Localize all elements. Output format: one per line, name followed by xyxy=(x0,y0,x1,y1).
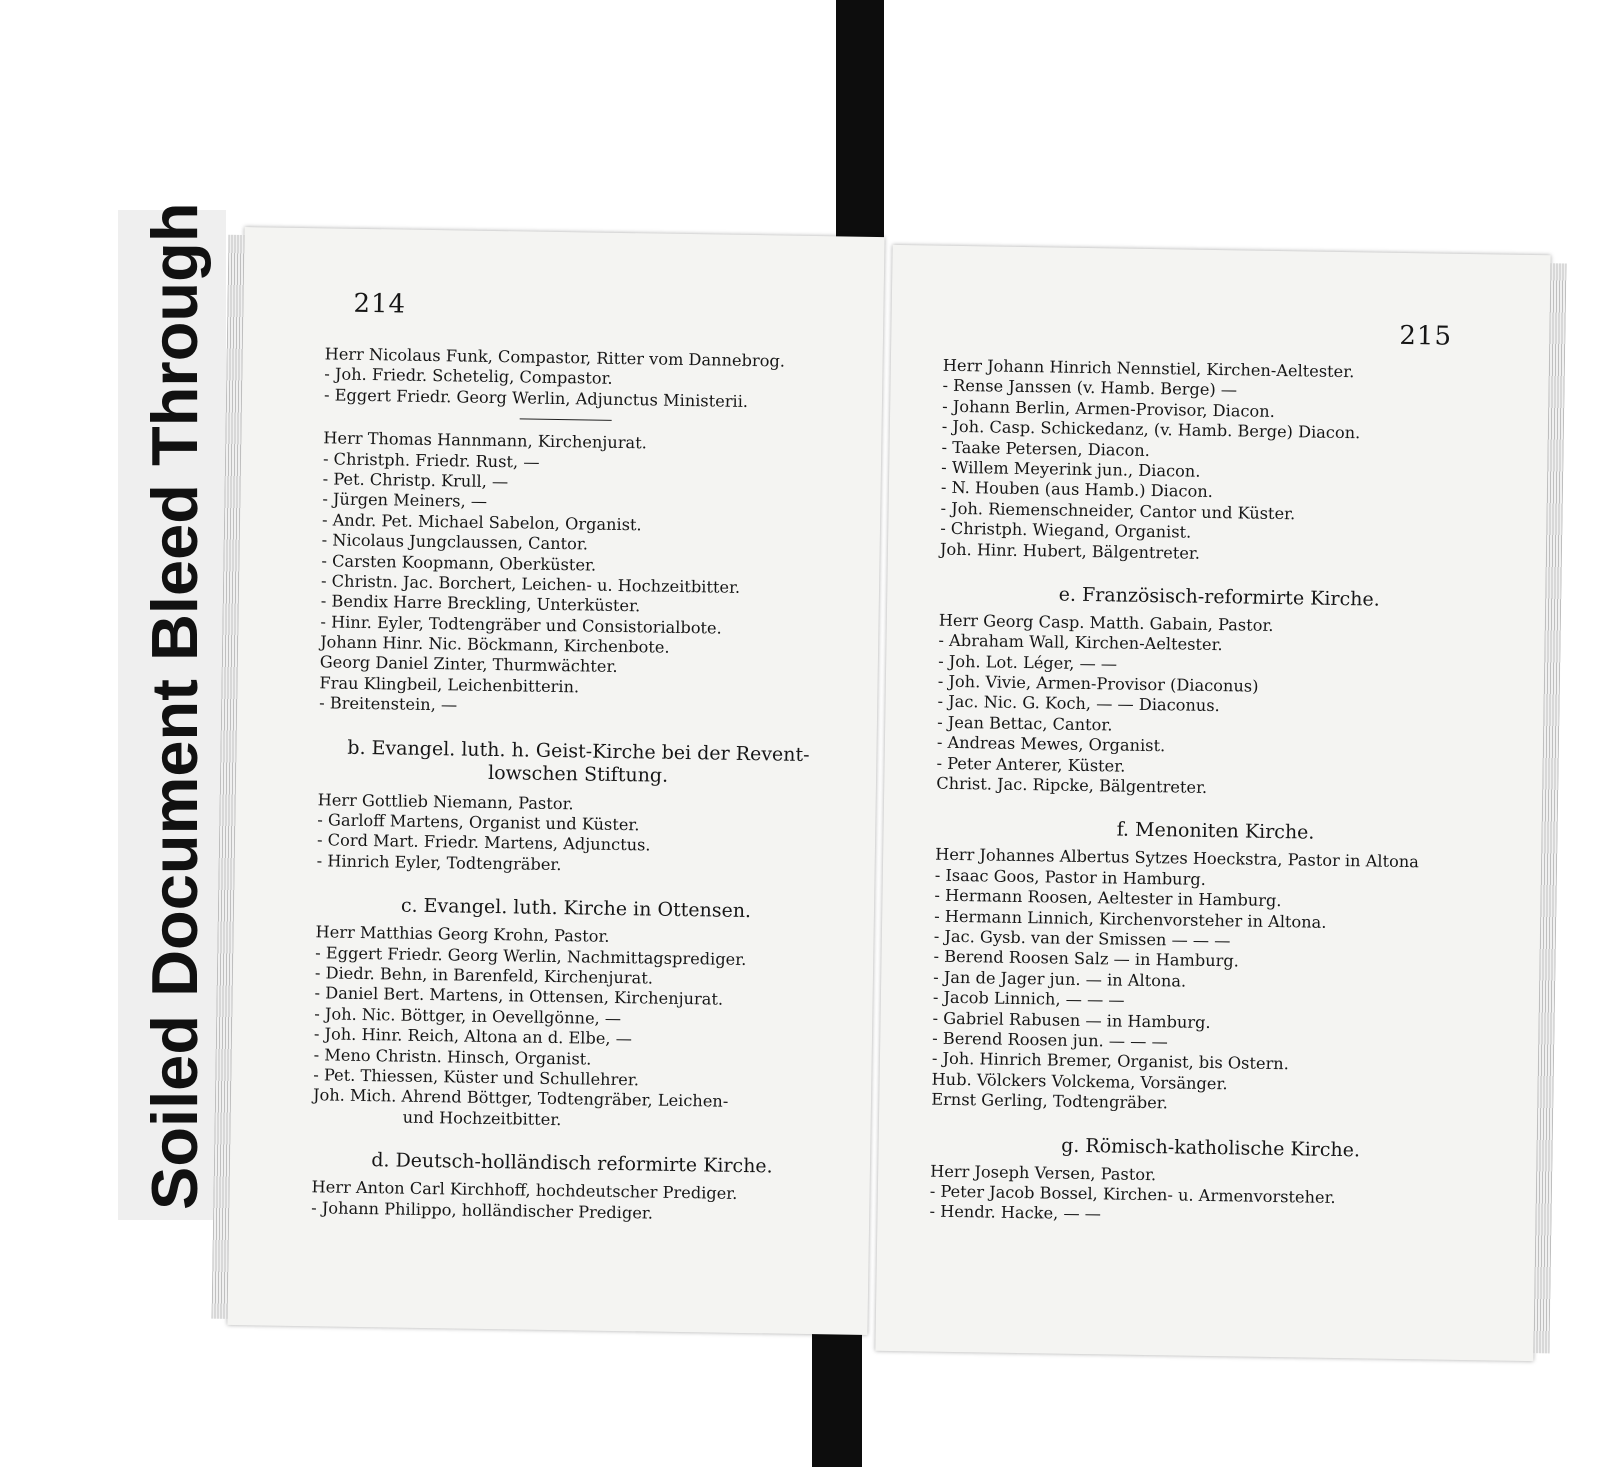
entry-line: - Garloff Martens, Organist und Küster. xyxy=(317,810,640,835)
entry-line: - Eggert Friedr. Georg Werlin, Adjunctus Ministerii. xyxy=(323,385,749,411)
entry-line: - Jean Bettac, Cantor. xyxy=(937,712,1113,735)
entry-line: - Rense Janssen (v. Hamb. Berge) — xyxy=(942,376,1238,400)
entry-line: - Joh. Vivie, Armen-Provisor (Diaconus) xyxy=(937,671,1259,696)
entry-line: - Johann Philippo, holländischer Prediger. xyxy=(311,1197,654,1223)
entry-line: Johann Hinr. Nic. Böckmann, Kirchenbote. xyxy=(320,632,670,657)
page-edge-right xyxy=(1533,263,1566,1353)
entry-line: - Nicolaus Jungclaussen, Cantor. xyxy=(321,530,589,554)
entry-line: - Isaac Goos, Pastor in Hamburg. xyxy=(934,865,1206,889)
entry-line: - Bendix Harre Breckling, Unterküster. xyxy=(320,591,641,616)
section-heading-d: d. Deutsch-holländisch reformirte Kirche. xyxy=(371,1149,773,1178)
entry-line: und Hochzeitbitter. xyxy=(402,1107,562,1129)
section-heading-g: g. Römisch-katholische Kirche. xyxy=(1060,1134,1361,1161)
entry-line: - Abraham Wall, Kirchen-Aeltester. xyxy=(938,630,1223,655)
entry-line: - Daniel Bert. Martens, in Ottensen, Kirchenjurat. xyxy=(314,983,724,1010)
entry-line: Herr Nicolaus Funk, Compastor, Ritter vom Dannebrog. xyxy=(324,344,786,371)
entry-line: Herr Joseph Versen, Pastor. xyxy=(930,1161,1157,1184)
entry-line: Hub. Völckers Volckema, Vorsänger. xyxy=(931,1069,1228,1093)
entry-line: - Andreas Mewes, Organist. xyxy=(936,732,1166,756)
entry-line: - Taake Petersen, Diacon. xyxy=(941,437,1151,460)
entry-line: Christ. Jac. Ripcke, Bälgentreter. xyxy=(936,773,1208,797)
entry-line: Georg Daniel Zinter, Thurmwächter. xyxy=(319,652,618,677)
spine-shadow-top xyxy=(836,0,884,252)
section-heading-b: b. Evangel. luth. h. Geist-Kirche bei der Revent- xyxy=(347,736,810,766)
entry-line: Herr Matthias Georg Krohn, Pastor. xyxy=(315,922,610,947)
entry-line: Joh. Mich. Ahrend Böttger, Todtengräber, Leichen- xyxy=(312,1085,729,1112)
separator-rule xyxy=(520,419,612,421)
spine-shadow-bottom xyxy=(812,1318,862,1467)
entry-line: - Gabriel Rabusen — in Hamburg. xyxy=(932,1008,1211,1032)
entry-line: - Berend Roosen Salz — in Hamburg. xyxy=(933,947,1239,971)
entry-line: - Berend Roosen jun. — — — xyxy=(932,1028,1168,1052)
entry-line: - Joh. Hinr. Reich, Altona an d. Elbe, — xyxy=(313,1024,633,1049)
right-page-content xyxy=(929,356,1503,1231)
entry-line: - Jac. Gysb. van der Smissen — — — xyxy=(933,926,1231,951)
entry-line: - Jacob Linnich, — — — xyxy=(932,987,1125,1010)
entry-line: - Joh. Lot. Léger, — — xyxy=(938,651,1118,674)
entry-line: - Christn. Jac. Borchert, Leichen- u. Hochzeitbitter. xyxy=(320,571,741,597)
entry-line: - Cord Mart. Friedr. Martens, Adjunctus. xyxy=(316,830,651,855)
entry-line: - Christph. Wiegand, Organist. xyxy=(940,518,1192,542)
entry-line: Herr Johann Hinrich Nennstiel, Kirchen-Aeltester. xyxy=(942,355,1355,382)
entry-line: - Joh. Riemenschneider, Cantor und Küster. xyxy=(940,498,1296,523)
entry-line: - Breitenstein, — xyxy=(319,693,458,715)
entry-line: - Christph. Friedr. Rust, — xyxy=(322,448,540,472)
entry-line: - Hinr. Eyler, Todtengräber und Consistorialbote. xyxy=(320,611,722,638)
entry-line: - Joh. Nic. Böttger, in Oevellgönne, — xyxy=(314,1003,622,1028)
left-page-content xyxy=(311,344,845,1226)
section-heading-b-cont: lowschen Stiftung. xyxy=(487,761,669,787)
entry-line: Herr Anton Carl Kirchhoff, hochdeutscher Prediger. xyxy=(311,1177,738,1204)
entry-line: - Carsten Koopmann, Oberküster. xyxy=(321,550,597,575)
entry-line: - Peter Anterer, Küster. xyxy=(936,753,1126,776)
entry-line: Joh. Hinr. Hubert, Bälgentreter. xyxy=(939,539,1201,563)
page-number-right: 215 xyxy=(1399,320,1453,352)
page-number-left: 214 xyxy=(353,288,407,320)
left-page xyxy=(227,227,884,1335)
entry-line: Herr Thomas Hannmann, Kirchenjurat. xyxy=(323,428,647,453)
entry-line: - Jan de Jager jun. — in Altona. xyxy=(933,967,1187,991)
entry-line: Frau Klingbeil, Leichenbitterin. xyxy=(319,673,580,697)
entry-line: - Joh. Casp. Schickedanz, (v. Hamb. Berge) Diacon. xyxy=(941,416,1361,443)
right-page xyxy=(875,245,1550,1361)
entry-line: Herr Gottlieb Niemann, Pastor. xyxy=(317,789,574,813)
entry-line: - Pet. Christp. Krull, — xyxy=(322,469,509,492)
entry-line: - Johann Berlin, Armen-Provisor, Diacon. xyxy=(942,396,1275,421)
entry-line: Herr Johannes Albertus Sytzes Hoeckstra, Pastor in Altona xyxy=(935,845,1420,872)
entry-line: - Joh. Friedr. Schetelig, Compastor. xyxy=(324,364,613,389)
section-heading-c: c. Evangel. luth. Kirche in Ottensen. xyxy=(400,894,752,923)
section-heading-f: f. Menoniten Kirche. xyxy=(1116,818,1315,845)
document-label: Soiled Document Bleed Through xyxy=(138,202,211,1210)
entry-line: - Hinrich Eyler, Todtengräber. xyxy=(316,851,562,874)
entry-line: - Joh. Hinrich Bremer, Organist, bis Ostern. xyxy=(931,1048,1289,1074)
entry-line: - Hendr. Hacke, — — xyxy=(929,1201,1102,1224)
entry-line: - Hermann Roosen, Aeltester in Hamburg. xyxy=(934,885,1282,911)
entry-line: - Jac. Nic. G. Koch, — — Diaconus. xyxy=(937,692,1220,716)
entry-line: - Jürgen Meiners, — xyxy=(322,489,488,512)
entry-line: - Diedr. Behn, in Barenfeld, Kirchenjurat. xyxy=(314,963,654,988)
entry-line: - Pet. Thiessen, Küster und Schullehrer. xyxy=(313,1065,640,1090)
entry-line: - Hermann Linnich, Kirchenvorsteher in Altona. xyxy=(934,906,1327,932)
entry-line: - Eggert Friedr. Georg Werlin, Nachmittagsprediger. xyxy=(315,942,747,969)
section-heading-e: e. Französisch-reformirte Kirche. xyxy=(1058,583,1380,611)
entry-line: Ernst Gerling, Todtengräber. xyxy=(931,1089,1169,1113)
entry-line: - Peter Jacob Bossel, Kirchen- u. Armenvorsteher. xyxy=(929,1181,1336,1207)
entry-line: - N. Houben (aus Hamb.) Diacon. xyxy=(940,478,1214,502)
entry-line: - Willem Meyerink jun., Diacon. xyxy=(941,457,1201,481)
entry-line: - Meno Christn. Hinsch, Organist. xyxy=(313,1044,592,1069)
entry-line: Herr Georg Casp. Matth. Gabain, Pastor. xyxy=(938,610,1274,635)
entry-line: - Andr. Pet. Michael Sabelon, Organist. xyxy=(321,510,642,535)
